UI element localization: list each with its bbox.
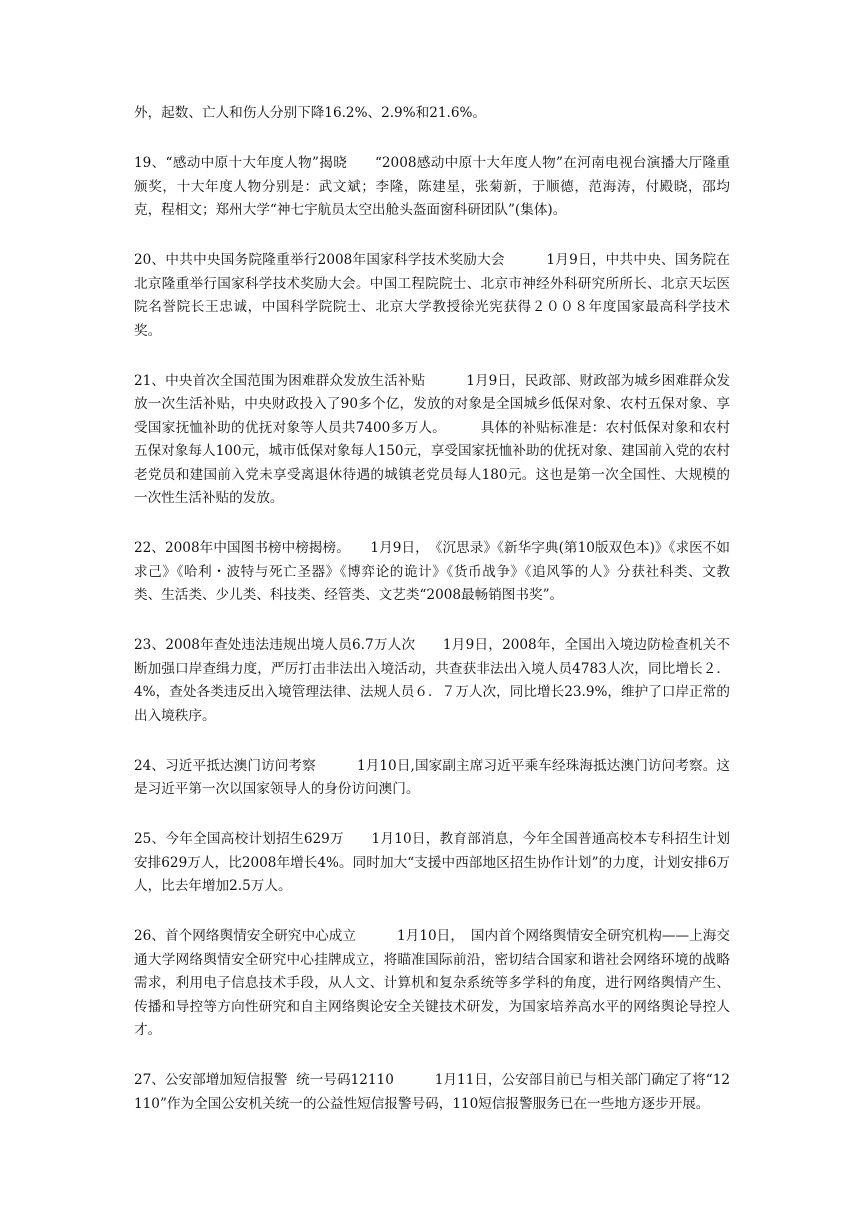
- paragraph-item-24: 24、习近平抵达澳门访问考察 1月10日,国家副主席习近平乘车经珠海抵达澳门访问考察。这是习近平第一次以国家领导人的身份访问澳门。: [134, 757, 730, 797]
- document-page: [134, 102, 730, 1143]
- paragraph-item-26: 26、首个网络舆情安全研究中心成立 1月10日， 国内首个网络舆情安全研究机构——上海交通大学网络舆情安全研究中心挂牌成立，将瞄准国际前沿，密切结合国家和谐社会网络环境的战略需求，利用电子信息技术手段，从人文、计算机和复杂系统等多学科的角度，进行网络舆情产生、传播和导控等方向性研究和自主网络舆论安全关键技术研发，为国家培养高水平的网络舆论导控人才。: [134, 928, 730, 1038]
- paragraph-item-21: 21、中央首次全国范围为困难群众发放生活补贴 1月9日，民政部、财政部为城乡困难群众发放一次生活补贴，中央财政投入了90多个亿，发放的对象是全国城乡低保对象、农村五保对象、享受国家抚恤补助的优抚对象等人员共7400多万人。 具体的补贴标准是：农村低保对象和农村五保对象每人100元，城市低保对象每人150元，享受国家抚恤补助的优抚对象、建国前入党的农村老党员和建国前入党未享受离退休待遇的城镇老党员每人180元。这也是第一次全国性、大规模的一次性生活补贴的发放。: [134, 372, 730, 506]
- paragraph-item-25: 25、今年全国高校计划招生629万 1月10日，教育部消息，今年全国普通高校本专科招生计划安排629万人，比2008年增长4%。同时加大“支援中西部地区招生协作计划”的力度，计划安排6万人，比去年增加2.5万人。: [134, 831, 730, 894]
- paragraph-item-20: 20、中共中央国务院隆重举行2008年国家科学技术奖励大会 1月9日，中共中央、国务院在北京隆重举行国家科学技术奖励大会。中国工程院院士、北京市神经外科研究所所长、北京天坛医院名誉院长王忠诚，中国科学院院士、北京大学教授徐光宪获得２００８年度国家最高科学技术奖。: [134, 252, 730, 339]
- paragraph-item-22: 22、2008年中国图书榜中榜揭榜。 1月9日， 《沉思录》《新华字典(第10版双色本)》《求医不如求己》《哈利・波特与死亡圣器》《博弈论的诡计》《货币战争》《追风筝的人》分获社科类、文教类、生活类、少儿类、科技类、经管类、文艺类“2008最畅销图书奖”。: [134, 540, 730, 603]
- paragraph-continuation: 外，起数、亡人和伤人分别下降16.2%、2.9%和21.6%。: [134, 105, 486, 121]
- paragraph-item-23: 23、2008年查处违法违规出境人员6.7万人次 1月9日，2008年，全国出入境边防检查机关不断加强口岸查缉力度，严厉打击非法出入境活动，共查获非法出入境人员4783人次，同比增长２．4%，查处各类违反出入境管理法律、法规人员６．７万人次，同比增长23.9%，维护了口岸正常的出入境秩序。: [134, 637, 730, 724]
- paragraph-item-19: 19、“感动中原十大年度人物”揭晓 “2008感动中原十大年度人物”在河南电视台演播大厅隆重颁奖，十大年度人物分别是：武文斌；李隆，陈建星，张菊新，于顺德，范海涛，付殿晓，邵均克，程相文；郑州大学“神七宇航员太空出舱头盔面窗科研团队”(集体)。: [134, 155, 730, 218]
- paragraph-item-27: 27、公安部增加短信报警 统一号码12110 1月11日，公安部目前已与相关部门确定了将“12110”作为全国公安机关统一的公益性短信报警号码，110短信报警服务已在一些地方逐步开展。: [134, 1072, 730, 1112]
